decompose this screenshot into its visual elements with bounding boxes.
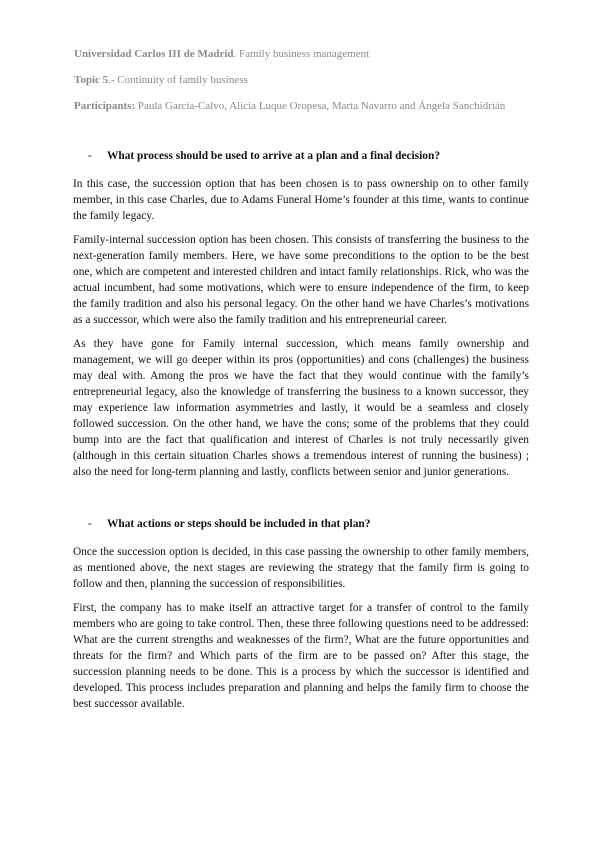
bullet-dash: -: [88, 518, 92, 530]
section-2-paragraph-1: Once the succession option is decided, in this case passing the ownership to other family members, as mentioned above, the next stages are reviewing the strategy that the family firm is going to follow and then, planning the succession of responsibilities.: [73, 546, 529, 590]
document-header: [74, 47, 534, 125]
topic-label: Topic 5: [74, 74, 109, 86]
section-2-question: [73, 516, 529, 532]
section-1-paragraph-2: Family-internal succession option has been chosen. This consists of transferring the business to the next-generation family members. Here, we have some preconditions to the option to be the best one, which are competent and interested children and intact family relationships. Rick, who was the actual incumbent, had some motivations, which were to ensure independence of the firm, to keep the family tradition and also his personal legacy. On the other hand we have Charles’s motivations as a successor, which were also the family tradition and his entrepreneurial career.: [73, 234, 529, 326]
course-name: Family business management: [239, 48, 370, 60]
university-name: Universidad Carlos III de Madrid: [74, 48, 234, 60]
question-text: What actions or steps should be included in that plan?: [107, 518, 371, 530]
section-1-paragraph-3: As they have gone for Family internal succession, which means family ownership and management, we will go deeper within its pros (opportunities) and cons (challenges) the business may deal with. Among the pros we have the fact that they would continue with the family’s entrepreneurial legacy, also the knowledge of transferring the business to a known successor, they may experience law information asymmetries and lastly, it would be a seamless and closely followed succession. On the other hand, we have the cons; some of the problems that they could bump into are the fact that qualification and interest of Charles is not truly necessarily given (although in this certain situation Charles shows a tremendous interest of running the business) ; also the need for long-term planning and lastly, conflicts between senior and junior generations.: [73, 338, 529, 478]
question-text: What process should be used to arrive at a plan and a final decision?: [107, 150, 441, 162]
bullet-dash: -: [88, 150, 92, 162]
participants-line: [74, 99, 534, 113]
section-spacer: [73, 488, 529, 516]
document-body: [73, 148, 529, 720]
course-line: [74, 47, 534, 61]
topic-text: .- Continuity of family business: [108, 74, 248, 86]
section-1-paragraph-1: In this case, the succession option that has been chosen is to pass ownership on to other family member, in this case Charles, due to Adams Funeral Home’s founder at this time, wants to continue the family legacy.: [73, 178, 529, 222]
section-1-question: [73, 148, 529, 164]
section-2-paragraph-2: First, the company has to make itself an attractive target for a transfer of control to the family members who are going to take control. Then, these three following questions need to be addressed: What are the current strengths and weaknesses of the firm?, What are the future opportunities and threats for the firm? and Which parts of the firm are to be passed on? After this stage, the succession planning needs to be done. This is a process by which the successor is identified and developed. This process includes preparation and planning and helps the family firm to choose the best successor available.: [73, 602, 529, 710]
course-separator: .: [233, 48, 240, 60]
participants-label: Participants:: [74, 100, 136, 112]
topic-line: [74, 73, 534, 87]
participants-names: Paula García-Calvo, Alicia Luque Oropesa, Marta Navarro and Ángela Sanchidrián: [137, 100, 506, 112]
